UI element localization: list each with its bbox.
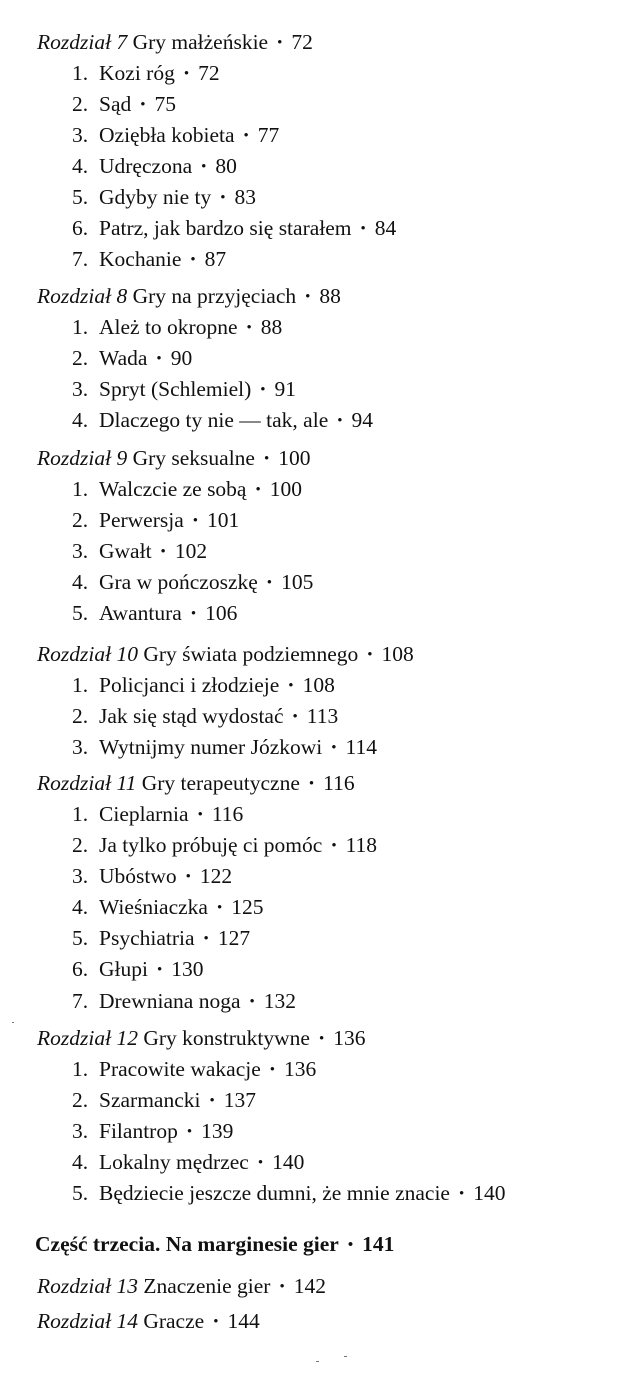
entry-number: 1. (72, 673, 89, 697)
entry-number: 1. (72, 1057, 89, 1081)
entry-number: 3. (72, 735, 89, 759)
chapter-title: Gry świata podziemnego (143, 642, 359, 666)
page-number: 140 (473, 1181, 506, 1205)
bullet-separator: • (216, 900, 223, 916)
bullet-separator: • (331, 838, 337, 854)
entry-number: 7. (72, 989, 89, 1013)
chapter-title: Gry seksualne (132, 446, 255, 470)
chapter-number: Rozdział 11 (37, 771, 137, 795)
entry-title: Wada (99, 346, 148, 370)
entry-number: 3. (72, 1119, 89, 1143)
page-number: 84 (374, 216, 397, 240)
page-number: 90 (170, 346, 193, 370)
toc-entry (72, 599, 237, 627)
entry-number: 5. (72, 601, 89, 625)
bullet-separator: • (209, 1093, 215, 1109)
page-number: 100 (269, 477, 302, 501)
entry-title: Walczcie ze sobą (99, 477, 247, 501)
entry-number: 2. (72, 1088, 89, 1112)
entry-number: 4. (72, 1150, 89, 1174)
bullet-separator: • (255, 482, 261, 498)
toc-entry (72, 406, 373, 434)
toc-entry (72, 59, 220, 87)
bullet-separator: • (360, 221, 366, 237)
bullet-separator: • (201, 159, 207, 175)
page-number: 136 (333, 1026, 366, 1050)
toc-entry (72, 862, 232, 890)
bullet-separator: • (220, 190, 226, 206)
part-title: Część trzecia. Na marginesie gier (35, 1232, 339, 1256)
chapter-heading (37, 444, 311, 472)
entry-number: 7. (72, 247, 89, 271)
toc-entry (72, 987, 296, 1015)
page-number: 108 (302, 673, 335, 697)
chapter-heading (37, 1307, 260, 1335)
part-heading (35, 1230, 394, 1258)
bullet-separator: • (192, 513, 199, 529)
bullet-separator: • (367, 647, 373, 663)
page-number: 105 (281, 570, 314, 594)
page-number: 132 (263, 989, 296, 1013)
chapter-title: Gry terapeutyczne (141, 771, 300, 795)
entry-title: Wytnijmy numer Józkowi (99, 735, 323, 759)
bullet-separator: • (257, 1155, 264, 1171)
chapter-title: Znaczenie gier (143, 1274, 271, 1298)
entry-number: 2. (72, 346, 89, 370)
entry-number: 3. (72, 539, 89, 563)
toc-entry (72, 1055, 316, 1083)
bullet-separator: • (183, 66, 190, 82)
chapter-title: Gry małżeńskie (132, 30, 269, 54)
entry-title: Będziecie jeszcze dumni, że mnie znacie (99, 1181, 450, 1205)
toc-entry (72, 1148, 304, 1176)
chapter-heading (37, 282, 341, 310)
toc-entry (72, 800, 243, 828)
entry-title: Ja tylko próbuję ci pomóc (99, 833, 323, 857)
entry-title: Ależ to okropne (99, 315, 238, 339)
entry-title: Spryt (Schlemiel) (99, 377, 252, 401)
entry-number: 5. (72, 185, 89, 209)
bullet-separator: • (243, 128, 249, 144)
page-number: 106 (205, 601, 238, 625)
toc-entry (72, 702, 338, 730)
entry-number: 1. (72, 315, 89, 339)
bullet-separator: • (260, 382, 266, 398)
entry-number: 6. (72, 957, 89, 981)
entry-number: 1. (72, 61, 89, 85)
page-number: 118 (345, 833, 378, 857)
bullet-separator: • (140, 97, 146, 113)
toc-entry (72, 671, 335, 699)
entry-title: Psychiatria (99, 926, 195, 950)
entry-title: Oziębła kobieta (99, 123, 235, 147)
bullet-separator: • (190, 606, 197, 622)
entry-title: Awantura (99, 601, 182, 625)
entry-number: 4. (72, 154, 89, 178)
bullet-separator: • (190, 252, 196, 268)
page-number: 87 (204, 247, 227, 271)
entry-number: 2. (72, 92, 89, 116)
page-number: 91 (274, 377, 297, 401)
entry-title: Drewniana noga (99, 989, 241, 1013)
toc-entry (72, 568, 313, 596)
toc-entry (72, 1117, 233, 1145)
entry-title: Głupi (99, 957, 148, 981)
entry-number: 2. (72, 508, 89, 532)
page-number: 113 (306, 704, 339, 728)
page-number: 102 (174, 539, 208, 563)
bullet-separator: • (203, 931, 209, 947)
entry-title: Patrz, jak bardzo się starałem (99, 216, 352, 240)
chapter-heading (37, 640, 414, 668)
entry-title: Pracowite wakacje (99, 1057, 261, 1081)
entry-title: Kozi róg (99, 61, 175, 85)
page-number: 72 (291, 30, 313, 54)
bullet-separator: • (186, 1124, 193, 1140)
entry-title: Sąd (99, 92, 132, 116)
entry-number: 2. (72, 833, 89, 857)
bullet-separator: • (318, 1031, 325, 1047)
toc-entry (72, 375, 296, 403)
page-number: 140 (272, 1150, 305, 1174)
page-number: 72 (198, 61, 220, 85)
page-number: 80 (215, 154, 237, 178)
page-number: 139 (201, 1119, 234, 1143)
page-number: 136 (284, 1057, 317, 1081)
page-number: 88 (319, 284, 341, 308)
entry-number: 4. (72, 408, 89, 432)
scan-speck (344, 1356, 347, 1357)
chapter-number: Rozdział 13 (37, 1274, 138, 1298)
chapter-heading (37, 769, 355, 797)
page-number: 88 (260, 315, 283, 339)
entry-title: Filantrop (99, 1119, 178, 1143)
bullet-separator: • (156, 962, 163, 978)
bullet-separator: • (197, 807, 203, 823)
entry-number: 4. (72, 895, 89, 919)
page-number: 116 (211, 802, 244, 826)
bullet-separator: • (246, 320, 252, 336)
toc-entry (72, 475, 302, 503)
toc-entry (72, 344, 192, 372)
toc-entry (72, 1179, 506, 1207)
chapter-title: Gracze (143, 1309, 205, 1333)
bullet-separator: • (292, 709, 298, 725)
page-number: 142 (293, 1274, 326, 1298)
bullet-separator: • (249, 994, 255, 1010)
entry-title: Cieplarnia (99, 802, 189, 826)
entry-title: Perwersja (99, 508, 184, 532)
chapter-number: Rozdział 9 (37, 446, 128, 470)
page-number: 100 (278, 446, 311, 470)
bullet-separator: • (337, 413, 343, 429)
page-number: 77 (257, 123, 280, 147)
bullet-separator: • (458, 1186, 465, 1202)
page-number: 130 (171, 957, 204, 981)
entry-number: 3. (72, 864, 89, 888)
entry-number: 1. (72, 802, 89, 826)
page-number: 75 (154, 92, 177, 116)
entry-title: Lokalny mędrzec (99, 1150, 249, 1174)
toc-entry (72, 152, 237, 180)
toc-entry (72, 831, 377, 859)
toc-entry (72, 245, 226, 273)
entry-title: Szarmancki (99, 1088, 201, 1112)
bullet-separator: • (185, 869, 191, 885)
chapter-heading (37, 1272, 326, 1300)
toc-entry (72, 121, 279, 149)
chapter-heading (37, 1024, 365, 1052)
page-number: 125 (231, 895, 264, 919)
entry-number: 2. (72, 704, 89, 728)
entry-title: Dlaczego ty nie — tak, ale (99, 408, 329, 432)
page-number: 127 (217, 926, 251, 950)
toc-entry (72, 313, 282, 341)
bullet-separator: • (160, 544, 166, 560)
chapter-title: Gry konstruktywne (143, 1026, 310, 1050)
bullet-separator: • (279, 1279, 285, 1295)
page-number: 144 (227, 1309, 260, 1333)
toc-entry (72, 1086, 256, 1114)
entry-number: 5. (72, 926, 89, 950)
toc-entry (72, 90, 176, 118)
bullet-separator: • (269, 1062, 276, 1078)
page-number: 83 (234, 185, 257, 209)
page-number: 137 (223, 1088, 257, 1112)
bullet-separator: • (305, 289, 311, 305)
page-number: 116 (323, 771, 355, 795)
toc-entry (72, 214, 396, 242)
entry-title: Wieśniaczka (99, 895, 208, 919)
entry-title: Ubóstwo (99, 864, 177, 888)
entry-title: Jak się stąd wydostać (99, 704, 284, 728)
scan-speck (316, 1361, 319, 1362)
bullet-separator: • (263, 451, 270, 467)
chapter-number: Rozdział 8 (37, 284, 128, 308)
chapter-number: Rozdział 7 (37, 30, 128, 54)
entry-title: Gra w pończoszkę (99, 570, 258, 594)
entry-number: 3. (72, 123, 89, 147)
toc-entry (72, 183, 256, 211)
toc-entry (72, 537, 207, 565)
bullet-separator: • (156, 351, 162, 367)
toc-entry (72, 506, 239, 534)
chapter-number: Rozdział 10 (37, 642, 138, 666)
entry-title: Policjanci i złodzieje (99, 673, 280, 697)
bullet-separator: • (308, 776, 315, 792)
toc-entry (72, 924, 250, 952)
page-number: 108 (381, 642, 414, 666)
page-number: 141 (362, 1232, 395, 1256)
entry-number: 6. (72, 216, 89, 240)
toc-entry (72, 955, 204, 983)
page-number: 122 (199, 864, 233, 888)
entry-number: 3. (72, 377, 89, 401)
entry-number: 4. (72, 570, 89, 594)
entry-title: Gwałt (99, 539, 152, 563)
page-number: 114 (345, 735, 377, 759)
toc-entry (72, 733, 377, 761)
entry-title: Gdyby nie ty (99, 185, 212, 209)
chapter-heading (37, 28, 313, 56)
bullet-separator: • (288, 678, 294, 694)
bullet-separator: • (331, 740, 337, 756)
entry-number: 1. (72, 477, 89, 501)
bullet-separator: • (213, 1314, 219, 1330)
bullet-separator: • (347, 1237, 354, 1253)
toc-entry (72, 893, 263, 921)
chapter-title: Gry na przyjęciach (132, 284, 297, 308)
page-number: 94 (351, 408, 374, 432)
chapter-number: Rozdział 12 (37, 1026, 138, 1050)
page-number: 101 (207, 508, 240, 532)
entry-number: 5. (72, 1181, 89, 1205)
entry-title: Kochanie (99, 247, 182, 271)
bullet-separator: • (266, 575, 273, 591)
scan-speck (12, 1022, 14, 1023)
entry-title: Udręczona (99, 154, 193, 178)
bullet-separator: • (277, 35, 283, 51)
chapter-number: Rozdział 14 (37, 1309, 138, 1333)
